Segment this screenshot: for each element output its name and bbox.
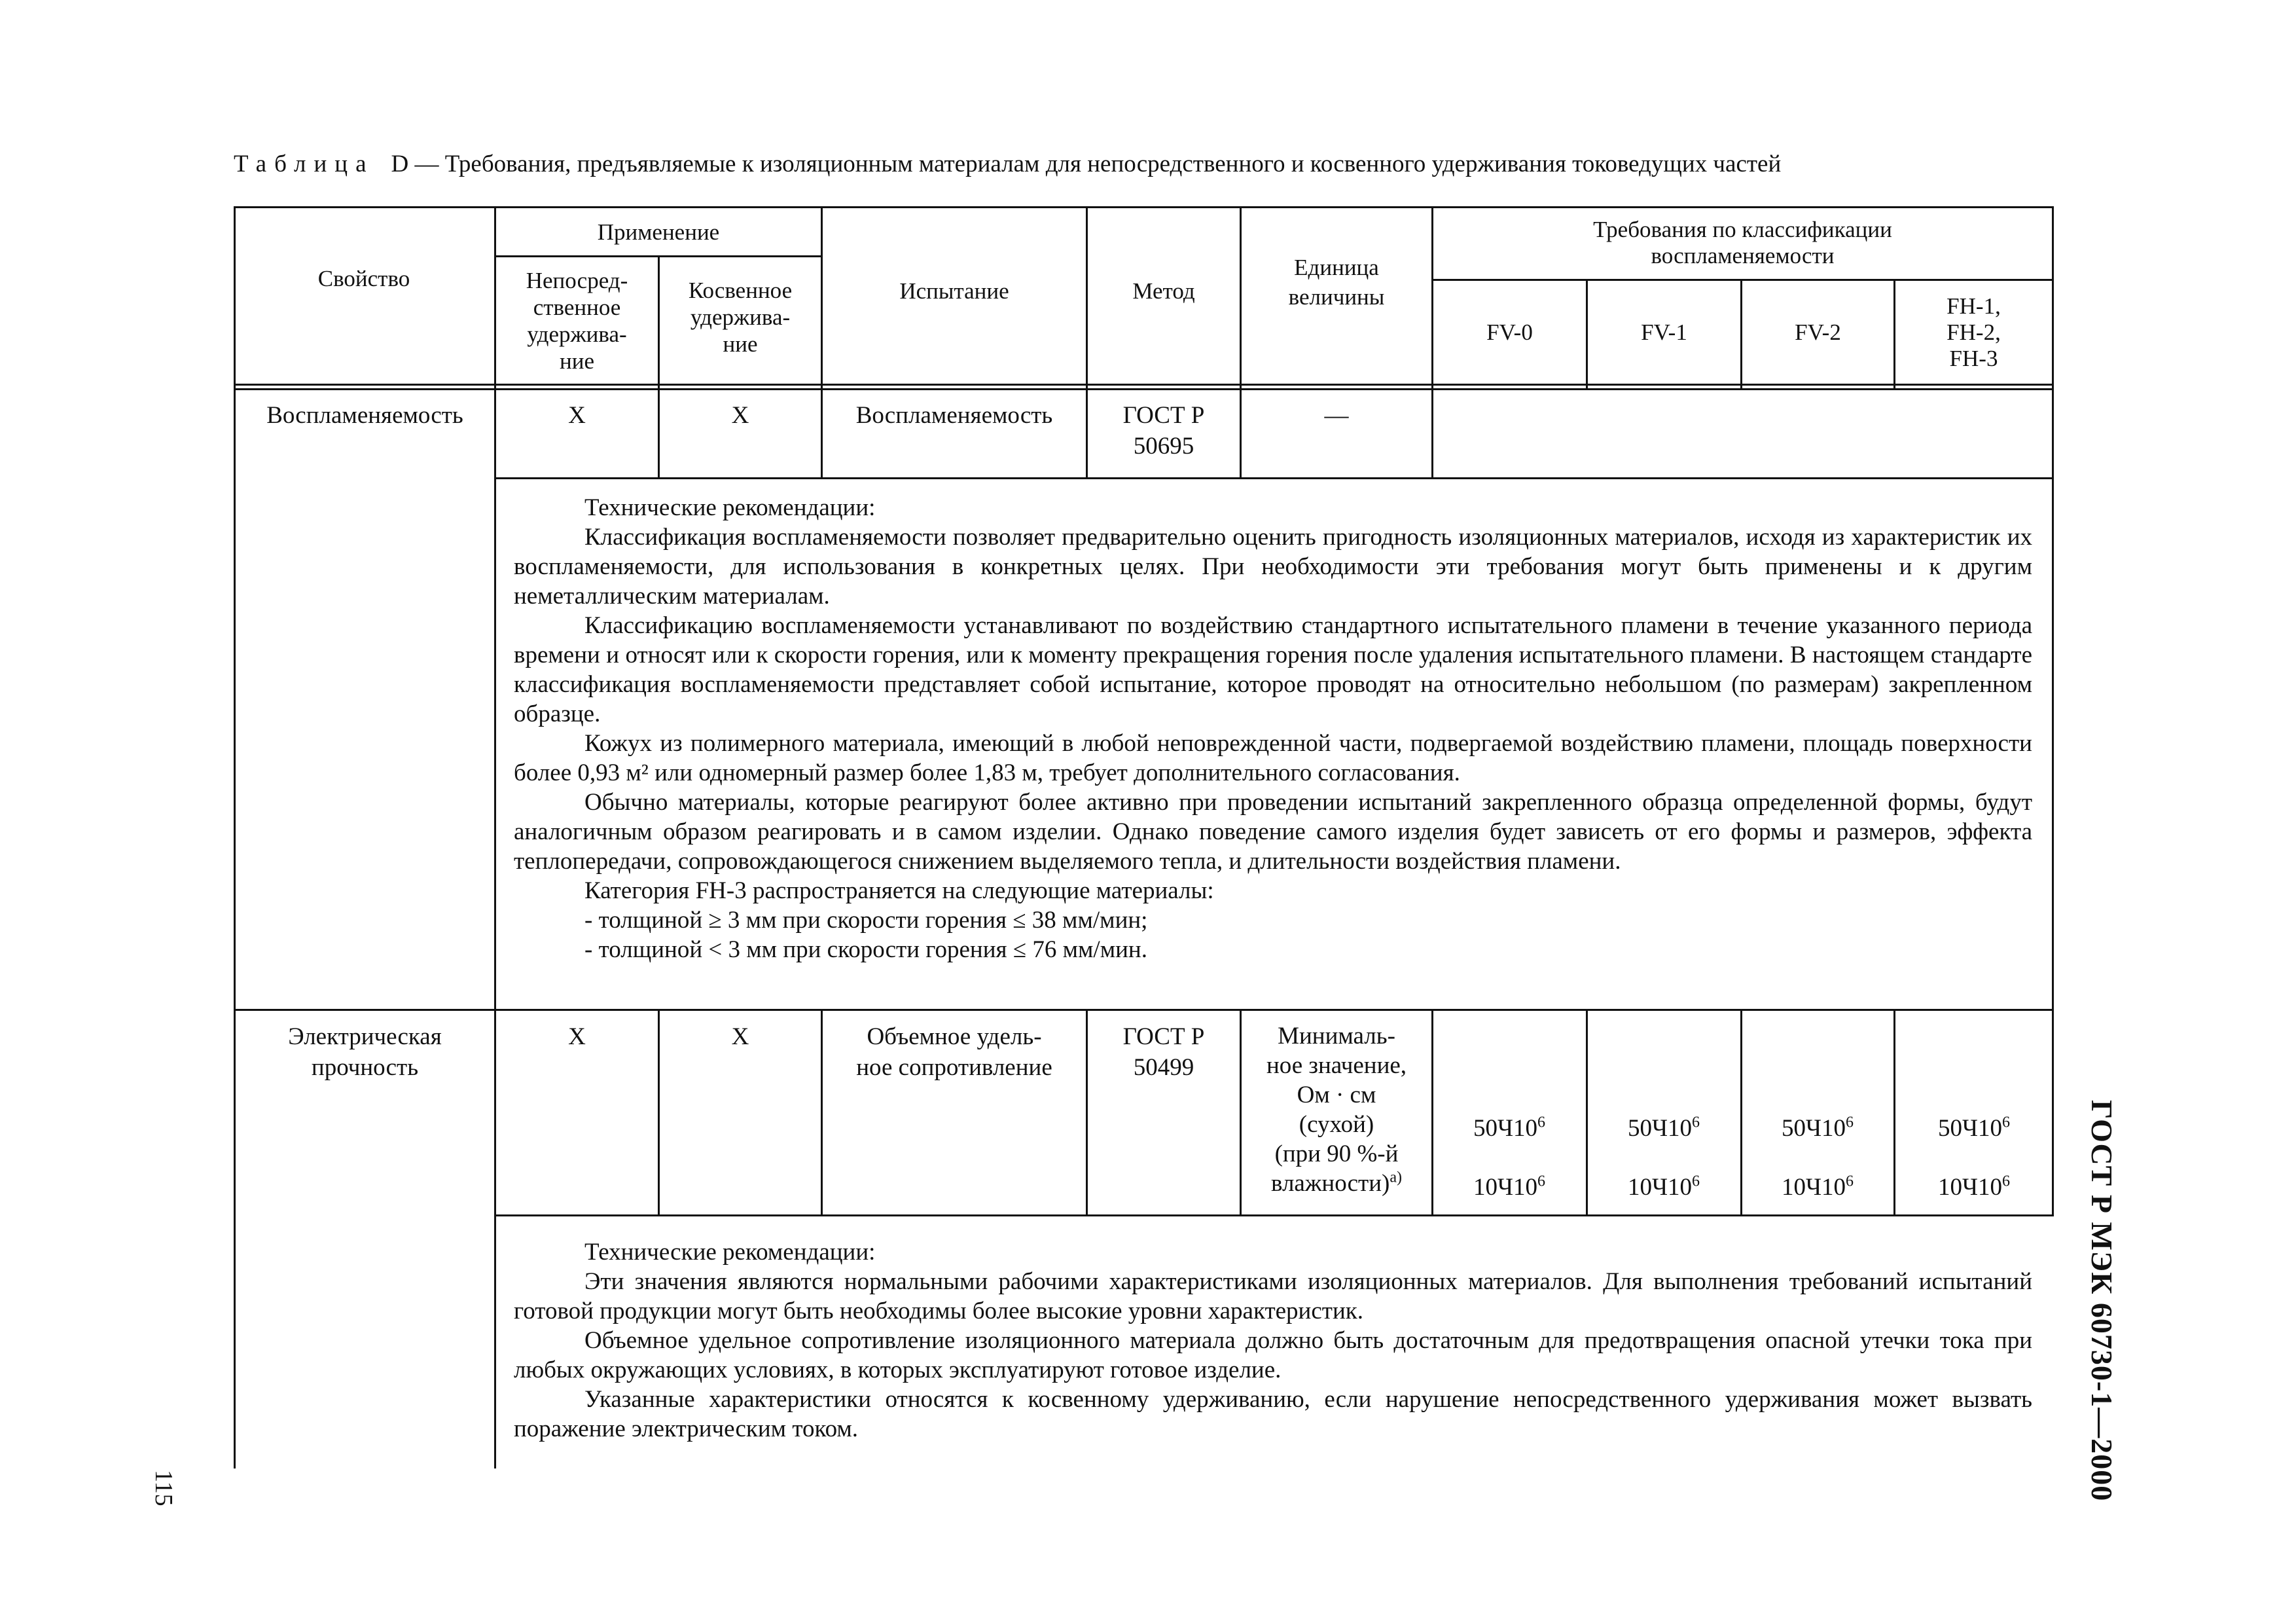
requirements-table (234, 206, 2054, 1468)
table-left-border (234, 206, 236, 1468)
row2-technical-notes (514, 1237, 2032, 1444)
row2-fv0-humid: $10Ч10^6$ (1473, 1173, 1546, 1201)
header-direct: Непосред- ственное удержива- ние (526, 267, 628, 374)
row1-data-bottom-line (496, 477, 2054, 479)
caption-label: Таблица (234, 151, 374, 177)
row2-fh-dry: $50Ч10^6$ (1937, 1114, 2011, 1142)
row2-unit: Минималь- ное значение, Ом · см (сухой) (при 90 %-й влажности)$^{a)}$ (1266, 1023, 1407, 1197)
header-test: Испытание (899, 278, 1009, 304)
row1-note-6: - толщиной ≥ 3 мм при скорости горения ≤ 38 мм/мин; (584, 907, 1148, 934)
row2-note-1: Эти значения являются нормальными рабочими характеристиками изоляционных материалов. Для выполнения требований испытаний готовой продукции могут быть необходимы более высокие уровни характеристик. (514, 1268, 2032, 1324)
row2-fv2-dry: $50Ч10^6$ (1781, 1114, 1854, 1142)
header-method: Метод (1132, 278, 1195, 304)
row1-unit: — (1324, 402, 1349, 429)
page-number: 115 (150, 1470, 177, 1506)
row2-fv1-humid: $10Ч10^6$ (1627, 1173, 1700, 1201)
header-requirements: Требования по классификации воспламеняемости (1593, 216, 1892, 268)
table-caption (234, 149, 2053, 179)
header-unit: Единица величины (1288, 254, 1385, 310)
row1-note-1: Классификация воспламеняемости позволяет предварительно оценить пригодность изоляционных материалов, исходя из характеристик их воспламеняемости, для использования в конкретных целях. При необходимости эти требования могут быть применены и к другим неметаллическим материалам. (514, 524, 2032, 610)
header-application: Применение (597, 219, 720, 245)
fv2-right-line-r2 (1893, 1009, 1895, 1215)
header-indirect: Косвенное удержива- ние (688, 278, 793, 357)
table-right-border (2052, 206, 2054, 1216)
row1-bottom-line (234, 1009, 2054, 1011)
footnote-marker: a) (1390, 1169, 1403, 1186)
row2-method: ГОСТ Р 50499 (1122, 1023, 1205, 1081)
row1-direct: X (568, 402, 586, 429)
header-fh: FH-1, FH-2, FH-3 (1946, 293, 2001, 371)
row2-note-2: Объемное удельное сопротивление изоляционного материала должно быть достаточным для предотвращения опасной утечки тока при любых окружающих условиях, в которых эксплуатируют готовое изделие. (514, 1327, 2032, 1383)
row2-fv2-humid: $10Ч10^6$ (1781, 1173, 1854, 1201)
row1-test: Воспламеняемость (855, 402, 1053, 429)
row1-notes-title: Технические рекомендации: (584, 494, 876, 521)
document-title-vertical: ГОСТ Р МЭК 60730-1—2000 (2085, 1100, 2119, 1502)
row1-indirect: X (731, 402, 749, 429)
row1-note-2: Классификацию воспламеняемости устанавливают по воздействию стандартного испытательного пламени в течение указанного периода времени и относят или к скорости горения, или к моменту прекращения горения после удаления испытательного пламени. В настоящем стандарте классификация воспламеняемости представляет собой испытание, которое проводят на относительно небольшом (по размерам) закрепленном образце. (514, 612, 2032, 727)
row2-fv1-dry: $50Ч10^6$ (1627, 1114, 1700, 1142)
caption-text: D — Требования, предъявляемые к изоляционным материалам для непосредственного и косвенного удерживания токоведущих частей (391, 151, 1782, 177)
header-fv1: FV-1 (1641, 319, 1687, 345)
row2-direct: X (568, 1023, 586, 1050)
header-fv2: FV-2 (1795, 319, 1841, 345)
header-bottom-line-2 (234, 388, 2054, 390)
property-column-line (494, 206, 496, 1468)
row2-fh-humid: $10Ч10^6$ (1937, 1173, 2011, 1201)
row2-test: Объемное удель- ное сопротивление (856, 1023, 1052, 1081)
row1-note-7: - толщиной < 3 мм при скорости горения ≤ 76 мм/мин. (584, 936, 1147, 963)
header-fv0: FV-0 (1486, 319, 1533, 345)
row1-note-5: Категория FH-3 распространяется на следующие материалы: (584, 877, 1214, 904)
row2-fv0-dry: $50Ч10^6$ (1473, 1114, 1546, 1142)
row2-indirect: X (731, 1023, 749, 1050)
row2-notes-title: Технические рекомендации: (584, 1239, 876, 1266)
row1-property: Воспламеняемость (266, 402, 463, 429)
row2-data-bottom-line (496, 1214, 2054, 1216)
row1-technical-notes (514, 493, 2032, 964)
row1-note-4: Обычно материалы, которые реагируют более активно при проведении испытаний закрепленного образца определенной формы, будут аналогичным образом реагировать и в самом изделии. Однако поведение самого изделия будет зависеть от его формы и размеров, эффекта теплопередачи, сопровождающегося снижением выделяемого тепла, и длительности воздействия пламени. (514, 789, 2032, 875)
row2-property: Электрическая прочность (288, 1023, 442, 1081)
header-property: Свойство (317, 266, 410, 291)
row2-note-3: Указанные характеристики относятся к косвенному удерживанию, если нарушение непосредственного удерживания может вызвать поражение электрическим током. (514, 1386, 2032, 1442)
row1-note-3: Кожух из полимерного материала, имеющий в любой неповрежденной части, подвергаемой воздействию пламени, площадь поверхности более 0,93 м² или одномерный размер более 1,83 м, требует дополнительного согласования. (514, 730, 2032, 786)
unit-right-line-r2 (1431, 1009, 1433, 1215)
header-bottom-line-1 (234, 384, 2054, 386)
fv0-right-line-r2 (1586, 1009, 1588, 1215)
row1-method: ГОСТ Р 50695 (1122, 402, 1205, 460)
